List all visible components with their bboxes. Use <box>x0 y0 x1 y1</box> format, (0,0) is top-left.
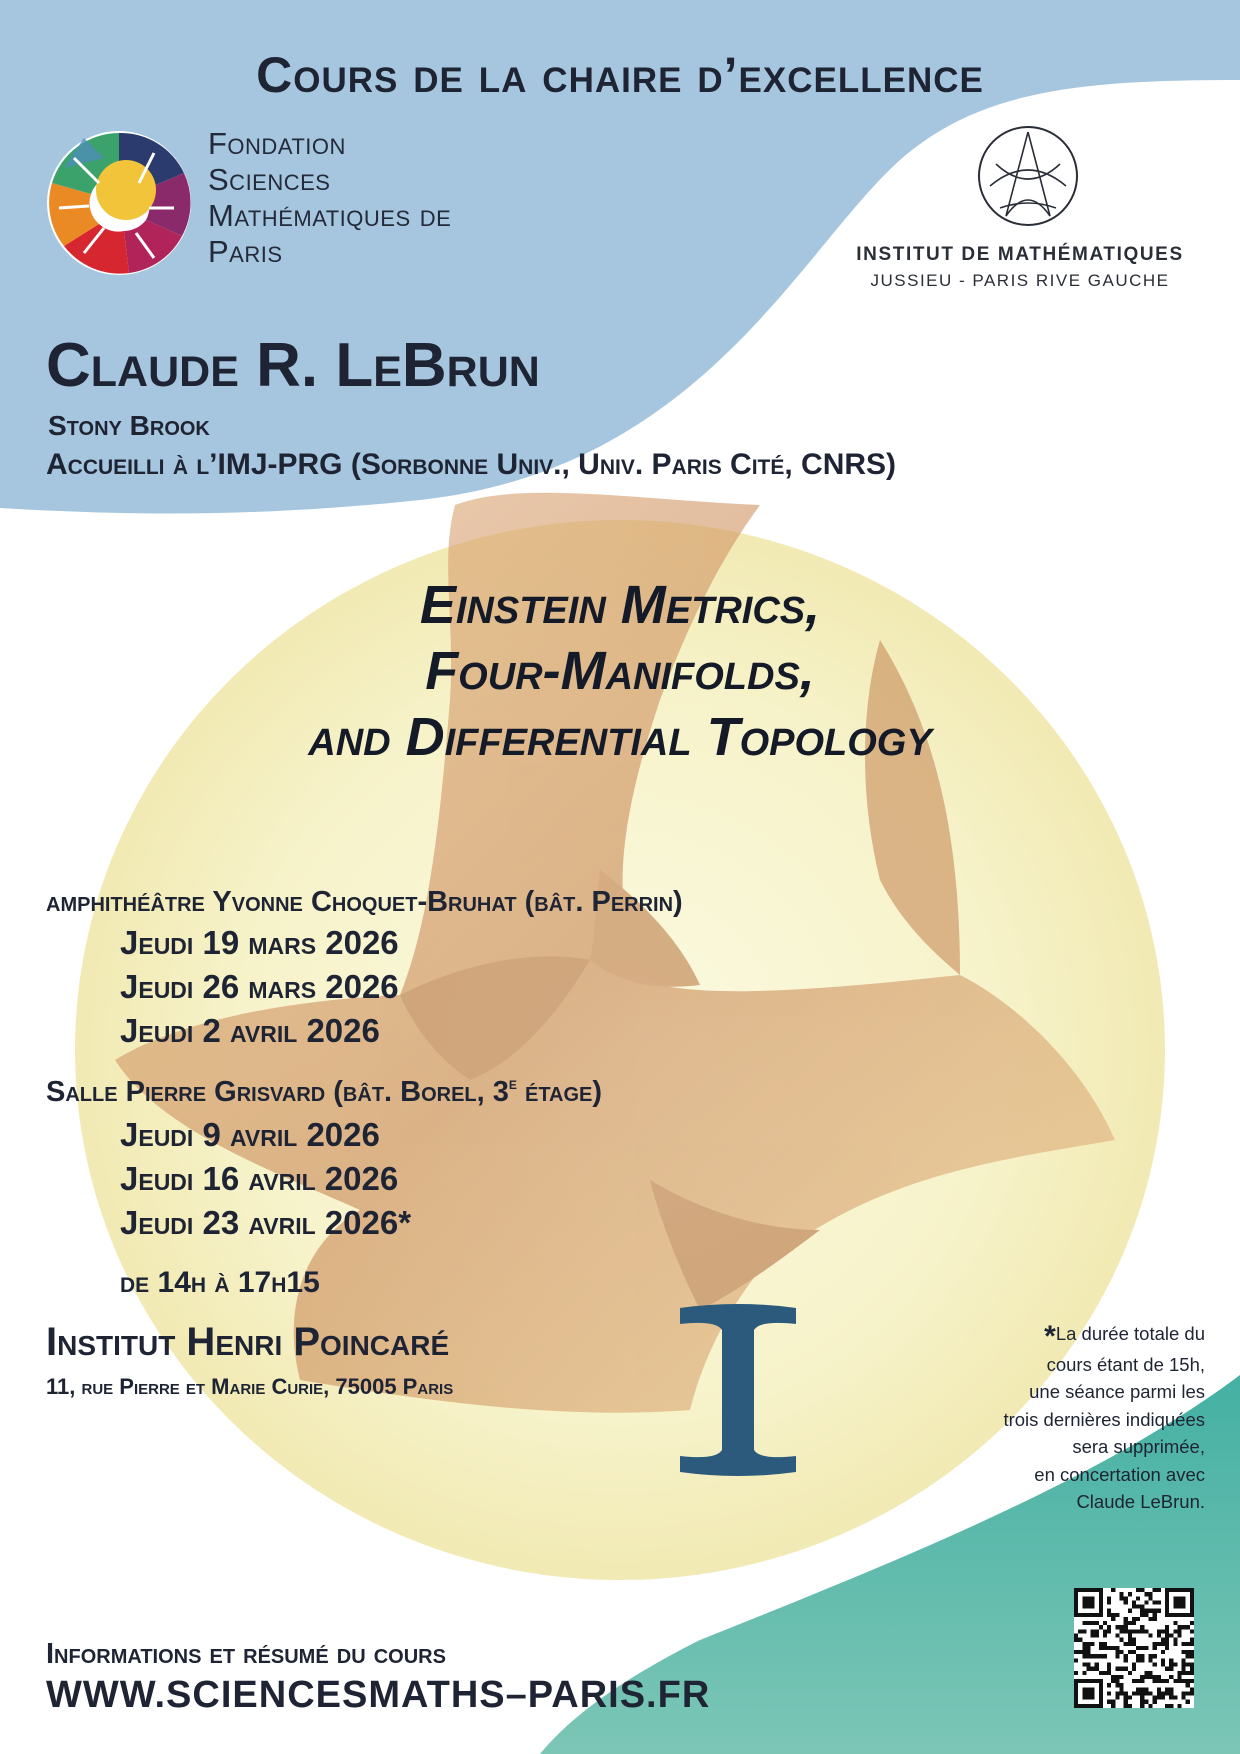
location-address: 11, rue Pierre et Marie Curie, 75005 Paris <box>46 1374 454 1399</box>
ihp-logo-icon <box>668 1300 808 1480</box>
course-title <box>100 572 1140 770</box>
fsmp-line-4: Paris <box>208 234 283 269</box>
speaker-affiliation: Stony Brook <box>48 410 210 441</box>
date-5: Jeudi 16 avril 2026 <box>120 1160 399 1197</box>
fsmp-line-1: Fondation <box>208 126 346 161</box>
date-4: Jeudi 9 avril 2026 <box>120 1116 380 1153</box>
speaker-host: Accueilli à l’IMJ-PRG (Sorbonne Univ., Univ. Paris Cité, CNRS) <box>46 448 897 481</box>
date-6: Jeudi 23 avril 2026* <box>120 1204 412 1241</box>
venue-2 <box>46 1076 602 1109</box>
imj-logo-icon <box>976 124 1080 228</box>
date-1: Jeudi 19 mars 2026 <box>120 924 399 961</box>
footnote-line-5: sera supprimée, <box>1072 1436 1205 1457</box>
info-label: Informations et résumé du cours <box>46 1638 446 1670</box>
course-title-line-3: and Differential Topology <box>308 707 932 767</box>
venue-2-main: Salle Pierre Grisvard (bât. Borel, 3 <box>46 1076 509 1108</box>
imj-name <box>820 244 1220 291</box>
course-title-line-1: Einstein Metrics, <box>419 575 821 635</box>
imj-line-2: JUSSIEU - PARIS RIVE GAUCHE <box>870 271 1170 290</box>
footnote-line-6: en concertation avec <box>1034 1463 1205 1485</box>
location-name: Institut Henri Poincaré <box>46 1320 450 1364</box>
course-header: Cours de la chaire d’excellence <box>256 47 984 103</box>
footnote-line-2: cours étant de 15h, <box>1046 1353 1205 1375</box>
speaker-name: Claude R. LeBrun <box>46 331 540 400</box>
fsmp-logo-icon <box>44 128 194 278</box>
venue-1: amphithéâtre Yvonne Choquet-Bruhat (bât. Perrin) <box>46 886 683 918</box>
footnote-line-1-text: La durée totale du <box>1055 1323 1205 1344</box>
footnote-line-3: une séance parmi les <box>1029 1381 1205 1402</box>
fsmp-line-2: Sciences <box>208 162 331 197</box>
time-range: de 14h à 17h15 <box>120 1266 320 1299</box>
course-title-line-2: Four-Manifolds, <box>425 641 815 701</box>
imj-line-1: INSTITUT DE MATHÉMATIQUES <box>856 244 1184 265</box>
fsmp-name <box>208 126 451 270</box>
qr-code-icon[interactable] <box>1074 1588 1194 1708</box>
ihp-logo-shape <box>668 1300 808 1480</box>
footnote-line-1 <box>930 1320 1205 1351</box>
venue-2-tail: étage) <box>516 1076 603 1108</box>
fsmp-line-3: Mathématiques de <box>208 198 452 233</box>
website-link[interactable]: WWW.SCIENCESMATHS–PARIS.FR <box>46 1674 711 1716</box>
footnote-star: * <box>1044 1320 1056 1353</box>
footnote-line-7: Claude LeBrun. <box>1076 1491 1205 1512</box>
date-3: Jeudi 2 avril 2026 <box>120 1012 380 1049</box>
footnote-line-4: trois dernières indiquées <box>1003 1408 1205 1430</box>
footnote <box>930 1320 1205 1516</box>
venue-2-sup: e <box>508 1074 517 1093</box>
date-2: Jeudi 26 mars 2026 <box>120 968 399 1005</box>
